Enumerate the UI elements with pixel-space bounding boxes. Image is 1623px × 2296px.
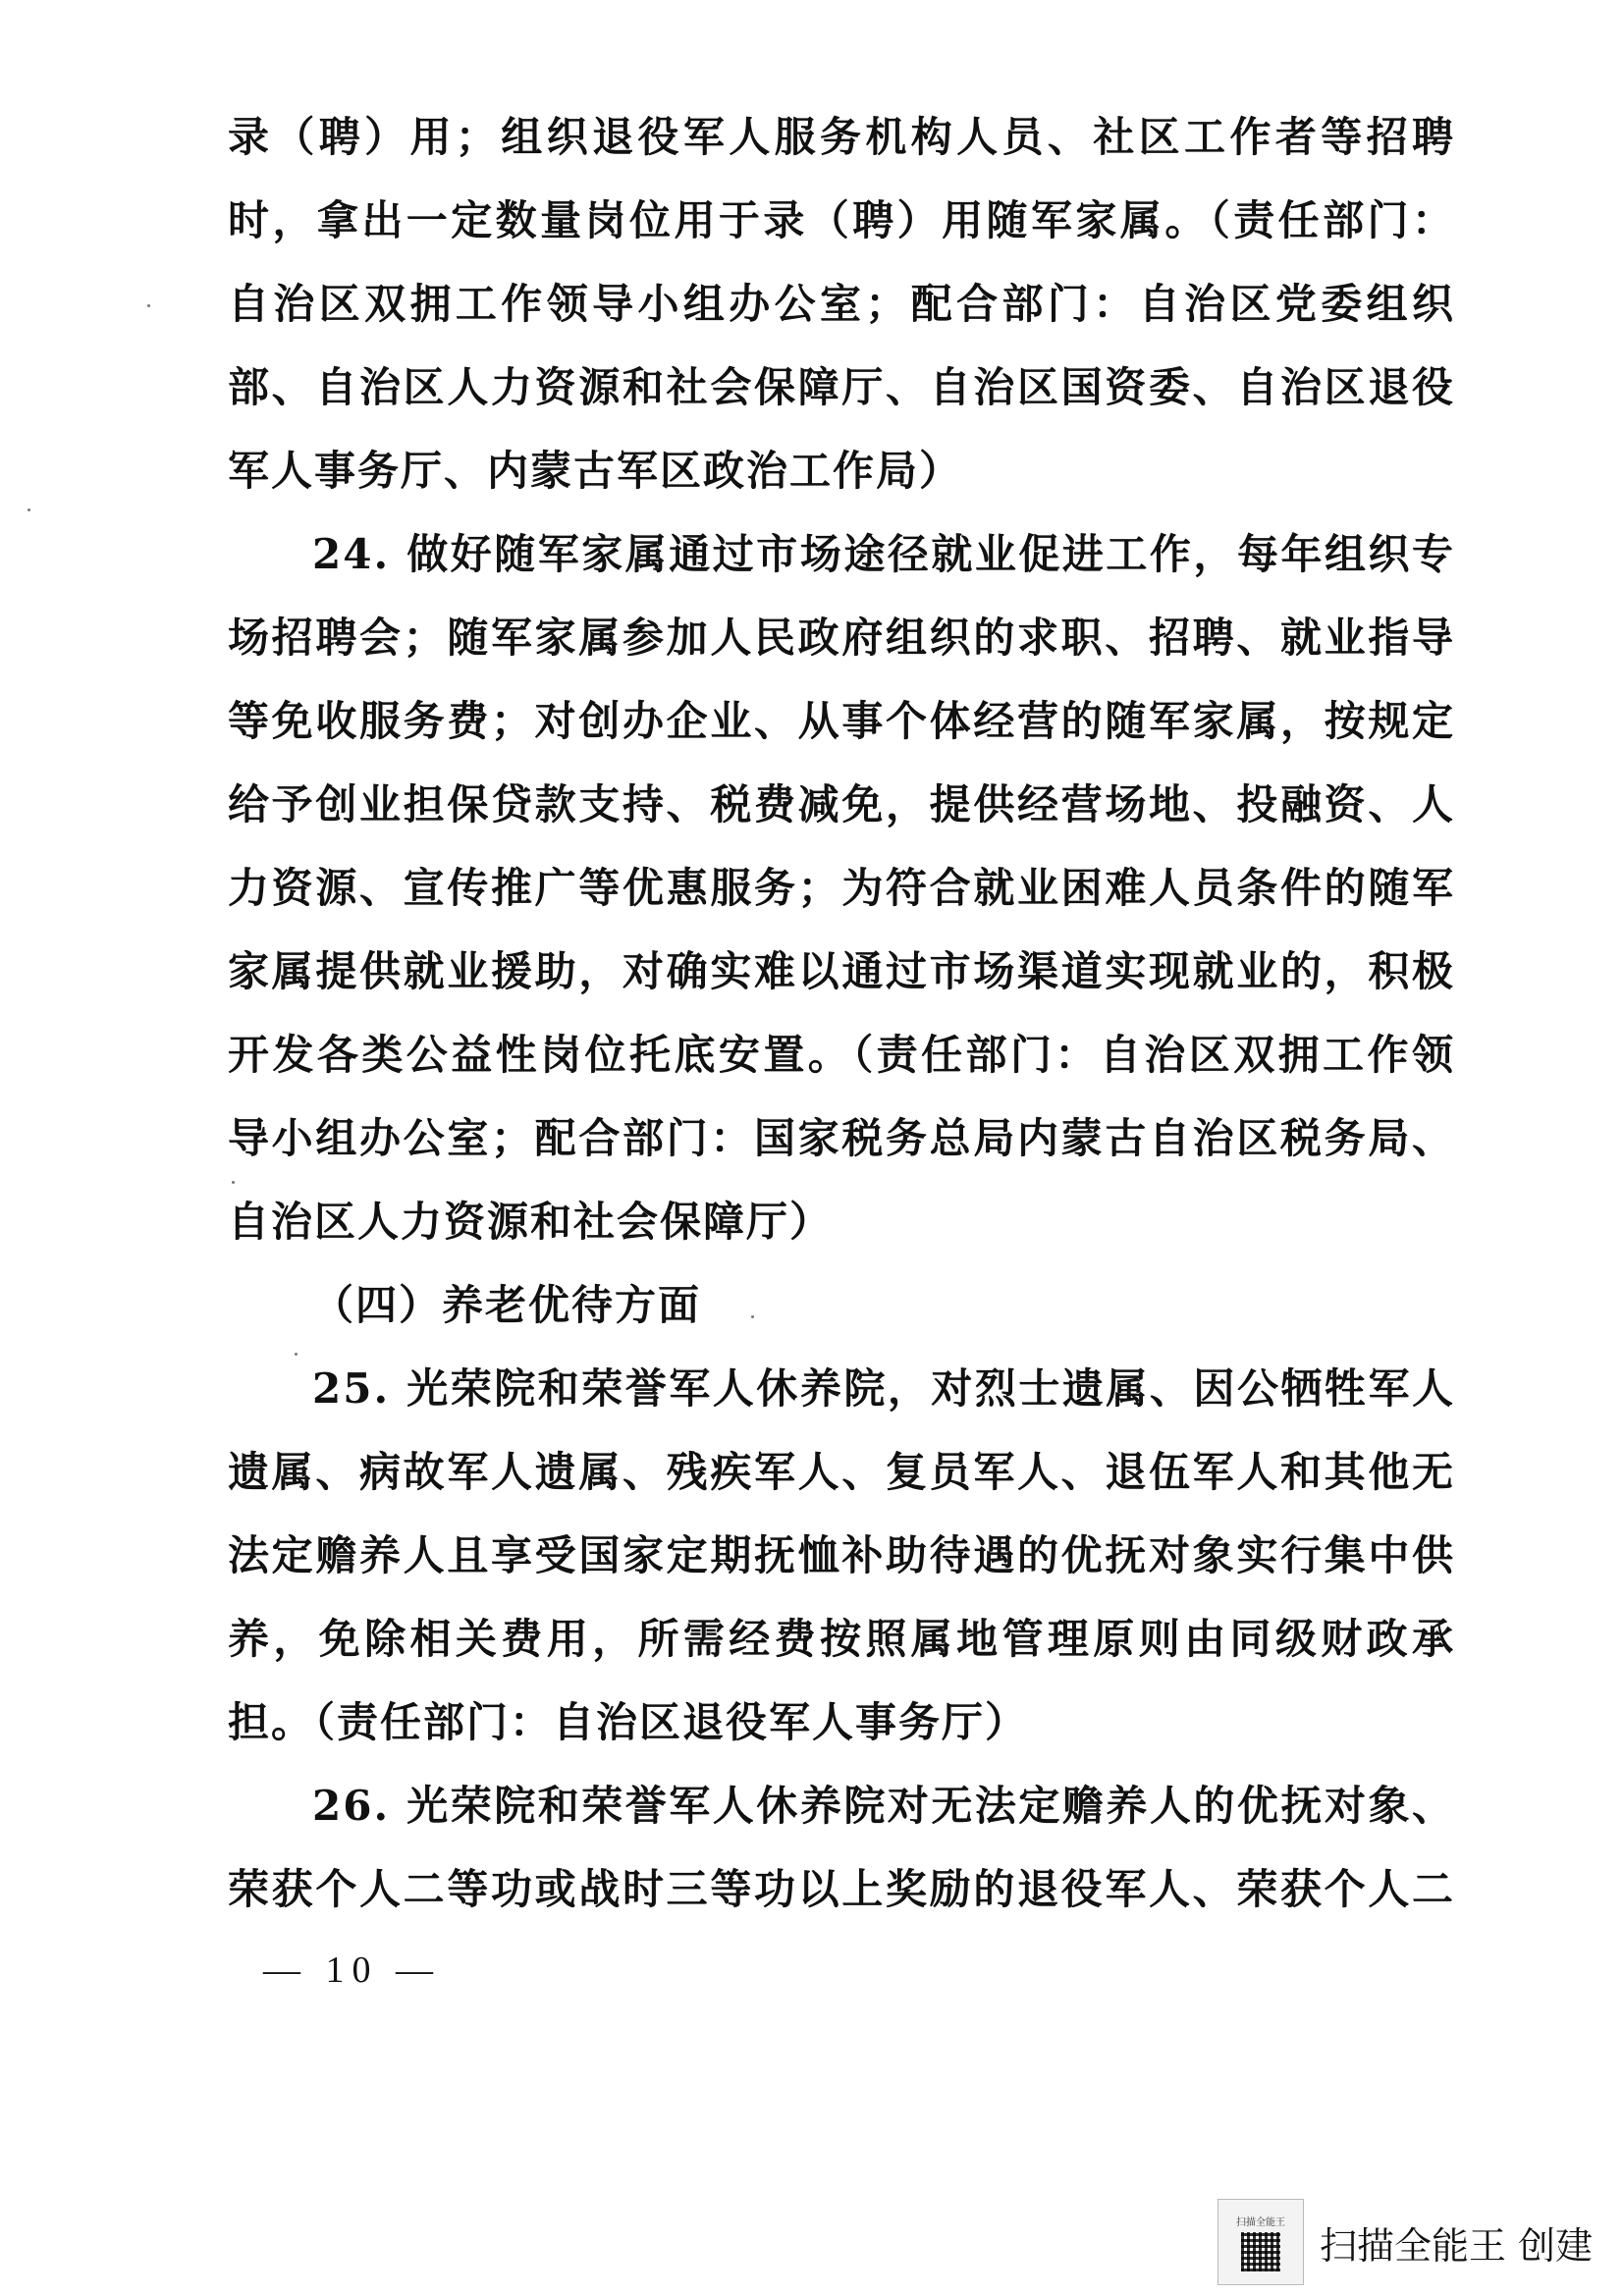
- text-line: 荣获个人二等功或战时三等功以上奖励的退役军人、荣获个人二: [228, 1865, 1455, 1913]
- text-line: 录（聘）用；组织退役军人服务机构人员、社区工作者等招聘: [228, 113, 1455, 161]
- scan-speck: [27, 508, 30, 511]
- text-line: 自治区人力资源和社会保障厅）: [228, 1198, 834, 1246]
- page-number: — 10 —: [263, 1949, 441, 1991]
- text-line: 给予创业担保贷款支持、税费减免，提供经营场地、投融资、人: [228, 780, 1455, 828]
- paragraph-start: 25. 光荣院和荣誉军人休养院，对烈士遗属、因公牺牲军人: [312, 1364, 1455, 1413]
- text-line: 场招聘会；随军家属参加人民政府组织的求职、招聘、就业指导: [228, 614, 1455, 662]
- scanner-logo: [1217, 2199, 1304, 2285]
- scan-speck: [232, 1181, 235, 1184]
- scan-speck: [751, 1315, 754, 1318]
- scanner-logo-label: 扫描全能王: [1236, 2216, 1285, 2228]
- text-line: 担。（责任部门：自治区退役军人事务厅）: [228, 1698, 1029, 1746]
- qr-code-icon: [1241, 2232, 1280, 2271]
- scan-speck: [147, 304, 150, 307]
- section-heading: （四）养老优待方面: [312, 1281, 702, 1329]
- text-line: 力资源、宣传推广等优惠服务；为符合就业困难人员条件的随军: [228, 864, 1455, 912]
- text-line: 军人事务厅、内蒙古军区政治工作局）: [228, 447, 963, 495]
- paragraph-start: 24. 做好随军家属通过市场途径就业促进工作，每年组织专: [312, 530, 1455, 578]
- text-line: 时，拿出一定数量岗位用于录（聘）用随军家属。（责任部门：: [228, 196, 1455, 244]
- scanner-watermark: [1217, 2199, 1593, 2285]
- text-line: 自治区双拥工作领导小组办公室；配合部门：自治区党委组织: [228, 280, 1455, 328]
- text-line: 等免收服务费；对创办企业、从事个体经营的随军家属，按规定: [228, 697, 1455, 745]
- scan-speck: [295, 1353, 298, 1356]
- text-line: 养，免除相关费用，所需经费按照属地管理原则由同级财政承: [228, 1615, 1455, 1663]
- text-line: 开发各类公益性岗位托底安置。（责任部门：自治区双拥工作领: [228, 1031, 1455, 1079]
- text-line: 家属提供就业援助，对确实难以通过市场渠道实现就业的，积极: [228, 947, 1455, 995]
- text-line: 法定赡养人且享受国家定期抚恤补助待遇的优抚对象实行集中供: [228, 1531, 1455, 1579]
- text-line: 遗属、病故军人遗属、残疾军人、复员军人、退伍军人和其他无: [228, 1448, 1455, 1496]
- text-line: 部、自治区人力资源和社会保障厅、自治区国资委、自治区退役: [228, 363, 1455, 411]
- paragraph-start: 26. 光荣院和荣誉军人休养院对无法定赡养人的优抚对象、: [312, 1782, 1455, 1830]
- watermark-text: 扫描全能王 创建: [1320, 2223, 1594, 2268]
- text-line: 导小组办公室；配合部门：国家税务总局内蒙古自治区税务局、: [228, 1114, 1455, 1162]
